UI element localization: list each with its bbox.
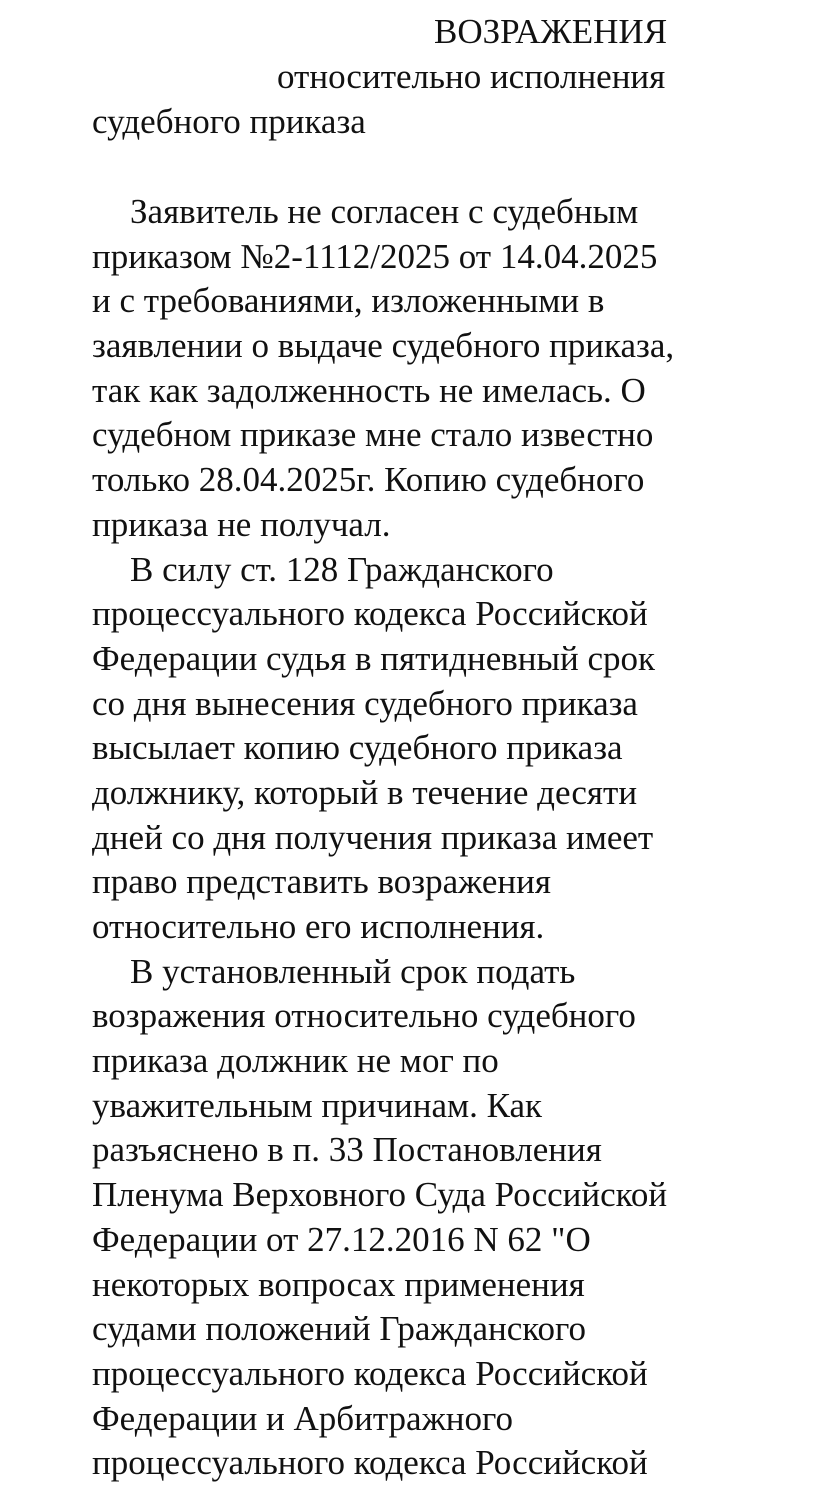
paragraph-line: Заявитель не согласен с судебным — [130, 192, 639, 231]
paragraph-line: Федерации от 27.12.2016 N 62 "О — [92, 1219, 591, 1259]
paragraph-line: приказом №2-1112/2025 от 14.04.2025 — [92, 236, 658, 276]
paragraph-line: возражения относительно судебного — [92, 996, 636, 1036]
paragraph-line: уважительным причинам. Как — [92, 1085, 543, 1125]
paragraph-line: Федерации и Арбитражного — [92, 1398, 513, 1438]
paragraph-line: В установленный срок подать — [130, 951, 576, 991]
paragraph-line: Пленума Верховного Суда Российской — [92, 1175, 668, 1215]
paragraph-2 — [92, 548, 812, 950]
paragraph-line: только 28.04.2025г. Копию судебного — [92, 460, 645, 500]
paragraph-line: заявлении о выдаче судебного приказа, — [92, 326, 675, 366]
paragraph-line: высылает копию судебного приказа — [92, 728, 623, 768]
paragraph-line: разъяснено в п. 33 Постановления — [92, 1130, 602, 1170]
paragraph-line: судами положений Гражданского — [92, 1309, 586, 1349]
paragraph-line: относительно его исполнения. — [92, 907, 545, 946]
paragraph-line: дней со дня получения приказа имеет — [92, 817, 654, 857]
paragraph-line: Федерации судья в пятидневный срок — [92, 638, 656, 678]
paragraph-line: право представить возражения — [92, 862, 551, 902]
paragraph-line: процессуального кодекса Российской — [92, 1443, 648, 1483]
document-title: ВОЗРАЖЕНИЯ — [434, 12, 668, 51]
document-body — [92, 190, 812, 1486]
paragraph-1 — [92, 190, 812, 548]
paragraph-line: и с требованиями, изложенными в — [92, 281, 605, 321]
subtitle-line-2: судебного приказа — [92, 101, 366, 141]
paragraph-line: процессуального кодекса Российской — [92, 1353, 648, 1393]
paragraph-line: В силу ст. 128 Гражданского — [130, 549, 554, 589]
subtitle-line-1: относительно исполнения — [277, 57, 666, 96]
paragraph-line: со дня вынесения судебного приказа — [92, 683, 638, 723]
paragraph-line: приказа не получал. — [92, 504, 391, 544]
paragraph-line: процессуального кодекса Российской — [92, 594, 648, 634]
document-subtitle — [92, 55, 712, 144]
paragraph-line: должнику, который в течение десяти — [92, 772, 638, 812]
paragraph-line: приказа должник не мог по — [92, 1041, 499, 1081]
paragraph-3 — [92, 950, 812, 1486]
paragraph-line: некоторых вопросах применения — [92, 1264, 585, 1304]
paragraph-line: судебном приказе мне стало известно — [92, 415, 654, 455]
paragraph-line: так как задолженность не имелась. О — [92, 370, 646, 410]
